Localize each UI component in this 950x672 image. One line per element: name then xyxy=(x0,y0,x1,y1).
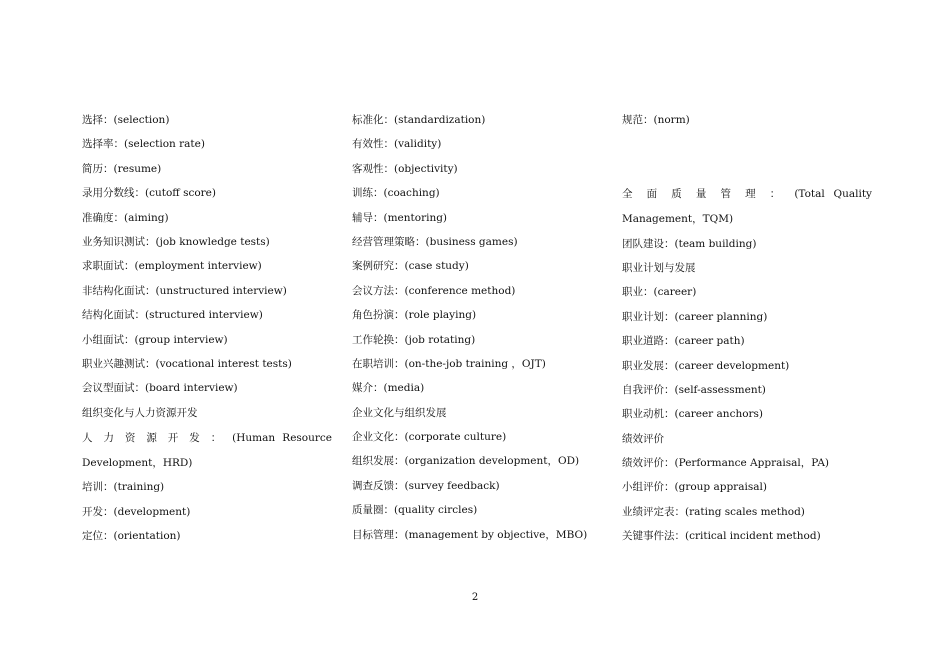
term-entry: 结构化面试：(structured interview) xyxy=(82,309,263,322)
term-entry: 团队建设：(team building) xyxy=(622,237,757,250)
term-entry: 企业文化：(corporate culture) xyxy=(352,431,507,444)
term-entry: 调查反馈：(survey feedback) xyxy=(352,479,500,492)
term-entry: 职业：(career) xyxy=(622,286,697,299)
column-2 xyxy=(352,108,607,547)
term-entry: 定位：(orientation) xyxy=(82,530,181,543)
term-entry: 选择：(selection) xyxy=(82,114,170,126)
term-entry: 经营管理策略：(business games) xyxy=(352,235,518,248)
term-entry: 绩效评价：(Performance Appraisal，PA) xyxy=(622,457,830,470)
term-entry: 目标管理：(management by objective，MBO) xyxy=(352,528,588,541)
term-entry: 在职培训：(on-the-job training ，OJT) xyxy=(352,357,546,370)
term-entry: 录用分数线：(cutoff score) xyxy=(82,187,216,200)
term-entry: 职业计划：(career planning) xyxy=(622,310,768,323)
term-entry: 训练：(coaching) xyxy=(352,187,440,200)
section-heading: 企业文化与组织发展 xyxy=(352,406,447,419)
page-number: 2 xyxy=(471,592,479,603)
term-entry: 规范：(norm) xyxy=(622,114,690,126)
term-entry: 标准化：(standardization) xyxy=(352,114,486,126)
term-entry: 关键事件法：(critical incident method) xyxy=(622,530,821,543)
term-entry: 准确度：(aiming) xyxy=(82,211,169,224)
term-entry: 小组评价：(group appraisal) xyxy=(622,481,767,494)
term-entry: 业绩评定表：(rating scales method) xyxy=(622,505,805,518)
term-entry: 案例研究：(case study) xyxy=(352,260,469,273)
column-3 xyxy=(622,108,872,549)
section-heading: 组织变化与人力资源开发 xyxy=(82,406,198,419)
term-entry: 自我评价：(self-assessment) xyxy=(622,383,766,396)
column-1 xyxy=(82,108,332,549)
section-heading: 职业计划与发展 xyxy=(622,261,696,274)
term-entry: 会议型面试：(board interview) xyxy=(82,382,238,395)
term-entry: 非结构化面试：(unstructured interview) xyxy=(82,284,287,297)
term-entry: 小组面试：(group interview) xyxy=(82,333,228,346)
term-entry-wrapped-end: Management，TQM) xyxy=(622,213,734,226)
section-heading: 绩效评价 xyxy=(622,432,664,445)
term-entry: 选择率：(selection rate) xyxy=(82,138,205,151)
term-entry: 客观性：(objectivity) xyxy=(352,162,458,175)
blank-line xyxy=(622,157,872,181)
term-entry: 会议方法：(conference method) xyxy=(352,284,516,297)
term-entry: 开发：(development) xyxy=(82,505,191,518)
term-entry: 职业动机：(career anchors) xyxy=(622,408,764,421)
term-entry: 求职面试：(employment interview) xyxy=(82,260,262,273)
term-entry: 组织发展：(organization development，OD) xyxy=(352,455,580,468)
term-entry: 职业兴趣测试：(vocational interest tests) xyxy=(82,357,292,370)
term-entry: 媒介：(media) xyxy=(352,382,425,395)
term-entry: 辅导：(mentoring) xyxy=(352,211,448,224)
term-entry: 质量圈：(quality circles) xyxy=(352,504,478,517)
term-entry: 职业道路：(career path) xyxy=(622,335,745,348)
term-entry: 业务知识测试：(job knowledge tests) xyxy=(82,235,270,248)
term-entry: 简历：(resume) xyxy=(82,162,162,175)
term-entry: 角色扮演：(role playing) xyxy=(352,309,477,322)
term-entry: 职业发展：(career development) xyxy=(622,359,790,372)
term-entry: 培训：(training) xyxy=(82,481,165,494)
term-entry: 有效性：(validity) xyxy=(352,138,442,151)
term-entry-wrapped-end: Development，HRD) xyxy=(82,457,193,470)
term-entry-wrapped-start: 人 力 资 源 开 发 ： (Human Resource xyxy=(82,432,332,445)
term-entry-wrapped-start: 全 面 质 量 管 理 ： (Total Quality xyxy=(622,188,872,201)
term-entry: 工作轮换：(job rotating) xyxy=(352,333,476,346)
blank-line xyxy=(622,132,872,156)
